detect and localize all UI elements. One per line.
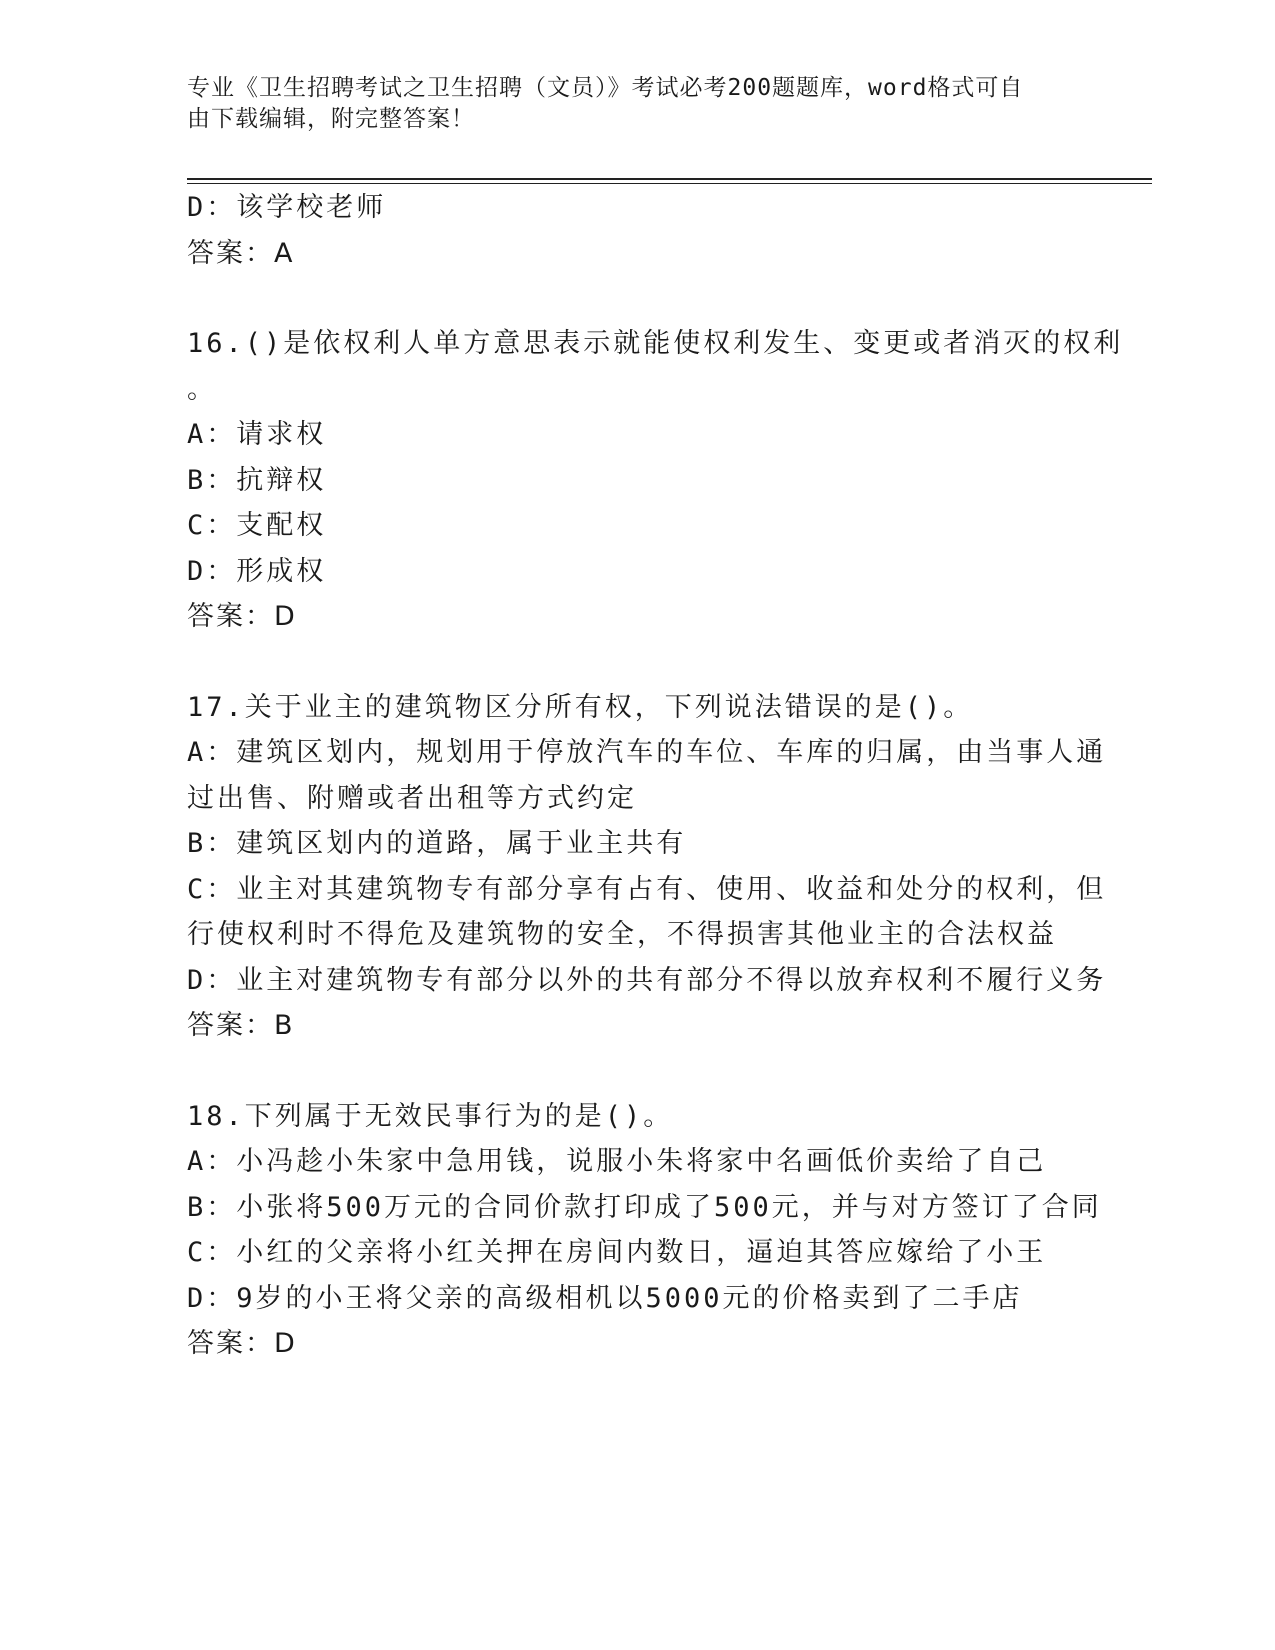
header-divider-thin (187, 183, 1152, 184)
header-line-1: 专业《卫生招聘考试之卫生招聘（文员）》考试必考200题题库，word格式可自 (187, 75, 1024, 101)
option-a: A：建筑区划内，规划用于停放汽车的车位、车库的归属，由当事人通 (187, 737, 1107, 768)
option-b: B：小张将500万元的合同价款打印成了500元，并与对方签订了合同 (187, 1191, 1102, 1223)
option-b: B：建筑区划内的道路，属于业主共有 (187, 828, 687, 859)
header-divider-thick (187, 178, 1152, 180)
question-content (187, 185, 1124, 1367)
option-c: C：小红的父亲将小红关押在房间内数日，逼迫其答应嫁给了小王 (187, 1237, 1047, 1268)
answer: 答案：D (187, 1328, 297, 1359)
question-16 (187, 321, 1124, 640)
option-a: A：小冯趁小朱家中急用钱，说服小朱将家中名画低价卖给了自己 (187, 1146, 1047, 1177)
question-17 (187, 685, 1107, 1049)
answer: 答案：B (187, 1010, 295, 1041)
question-18 (187, 1094, 1102, 1367)
option-d: D：形成权 (187, 555, 327, 587)
answer: 答案：D (187, 601, 297, 632)
header-line-2: 由下载编辑，附完整答案！ (187, 106, 475, 132)
option-c-continued: 行使权利时不得危及建筑物的安全，不得损害其他业主的合法权益 (187, 919, 1057, 950)
option-a-continued: 过出售、附赠或者出租等方式约定 (187, 782, 637, 814)
option-c: C：业主对其建筑物专有部分享有占有、使用、收益和处分的权利，但 (187, 873, 1107, 905)
question-stem: 16.()是依权利人单方意思表示就能使权利发生、变更或者消灭的权利 (187, 328, 1124, 359)
option-b: B：抗辩权 (187, 464, 327, 496)
spacer (187, 1049, 1077, 1094)
spacer (187, 640, 1077, 685)
carry-over-answer: 答案：A (187, 237, 295, 269)
question-stem-continued: 。 (187, 373, 217, 405)
option-d: D：9岁的小王将父亲的高级相机以5000元的价格卖到了二手店 (187, 1282, 1023, 1314)
document-header (187, 73, 1067, 135)
option-c: C：支配权 (187, 510, 327, 541)
spacer (187, 276, 1077, 321)
option-a: A：请求权 (187, 419, 327, 450)
carry-over-option-d: D：该学校老师 (187, 192, 387, 223)
question-stem: 18.下列属于无效民事行为的是()。 (187, 1100, 674, 1132)
option-d: D：业主对建筑物专有部分以外的共有部分不得以放弃权利不履行义务 (187, 964, 1107, 996)
question-stem: 17.关于业主的建筑物区分所有权，下列说法错误的是()。 (187, 691, 974, 723)
